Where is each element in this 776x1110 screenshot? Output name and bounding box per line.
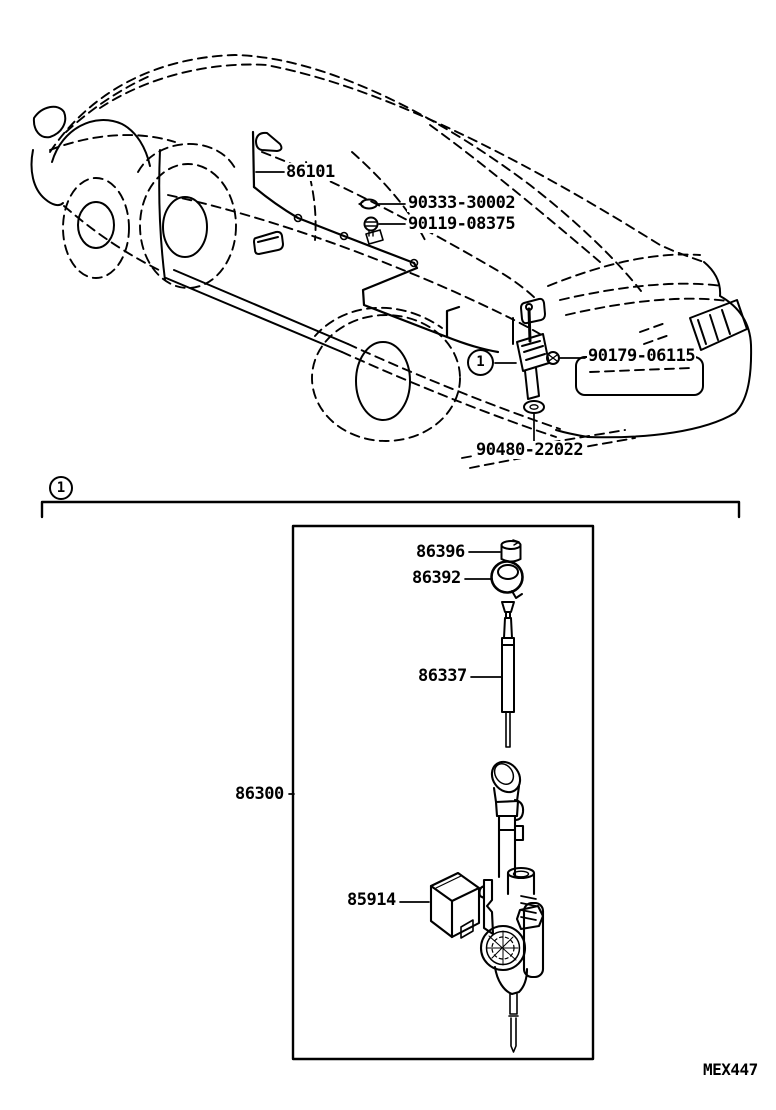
drain-grommet (524, 401, 544, 413)
car-solid-details (32, 107, 752, 438)
rocker-solid-2 (174, 270, 348, 344)
bolt-90179-cross (549, 355, 557, 361)
car-body-outline (50, 55, 727, 468)
bolt-90119-glyph (365, 218, 378, 231)
car-a-pillar (66, 75, 152, 132)
front-wheel-rim (78, 202, 114, 248)
side-mirror (256, 133, 281, 151)
tail-light (690, 300, 747, 350)
trunk-top-edge (548, 255, 700, 286)
car-cowl-line (50, 135, 175, 150)
assy-bottom-taper (495, 967, 527, 994)
drain-grommet-hole (530, 405, 538, 409)
unit-mast-rod (529, 309, 530, 341)
callout-marker-detail: 1 (49, 476, 73, 500)
rocker-dash-2 (348, 344, 560, 429)
part-label-clip: 90333-30002 (408, 193, 516, 213)
bezel-outer (492, 562, 523, 593)
motor-right-housing (524, 903, 543, 977)
rocker-dash-1 (342, 352, 556, 437)
car-roofline-near (50, 55, 641, 291)
part-label-bezel: 86392 (412, 568, 461, 588)
bezel-tab (512, 591, 522, 598)
nose-lower (32, 150, 64, 205)
fuel-door (521, 299, 545, 323)
unit-mast-tip (526, 304, 532, 310)
assy-top-cylinder (486, 756, 526, 797)
mast-lower-rod (506, 712, 510, 747)
mast-86337-drawing (502, 602, 514, 747)
bezel-inner (498, 565, 518, 579)
part-label-antenna-cord: 86101 (286, 162, 335, 182)
rocker-solid-1 (166, 278, 342, 352)
diagram-code: MEX447 (703, 1060, 758, 1079)
part-label-nut: 90179-06115 (588, 346, 696, 366)
cord-pillar-run (253, 132, 254, 187)
leader-lines-detail (289, 552, 501, 902)
rear-fender-arch (315, 308, 442, 336)
assy-tube (499, 816, 515, 877)
callout-bracket (42, 502, 739, 517)
assy-collar (496, 801, 518, 816)
assy-bottom-rod (509, 994, 518, 1052)
trunk-dash-left-2 (644, 334, 672, 344)
tuner-85914-drawing (431, 873, 479, 938)
license-inner-line (590, 368, 690, 372)
part-label-bolt: 90119-08375 (408, 214, 516, 234)
bezel-86392-drawing (492, 562, 523, 599)
headlight (34, 107, 65, 138)
part-label-cap: 86396 (416, 542, 465, 562)
part-label-mast: 86337 (418, 666, 467, 686)
mast-neck (504, 618, 512, 638)
unit-bracket-plate (517, 334, 549, 371)
mid-wheel-tire (140, 164, 236, 288)
mast-top-cap (502, 602, 514, 618)
part-label-assembly: 86300 (235, 784, 284, 804)
mid-fender-arch (138, 144, 236, 172)
callout-marker-main: 1 (467, 349, 494, 376)
front-wheel-tire (63, 178, 129, 278)
detail-box (293, 526, 593, 1059)
cap-86396-drawing (502, 540, 521, 562)
unit-body-tube (525, 368, 539, 399)
trunk-dash-left-1 (640, 322, 668, 332)
bumper-left (556, 430, 588, 437)
part-label-grommet: 90480-22022 (476, 440, 584, 460)
assy-side-bracket (515, 800, 523, 840)
cord-to-antenna (447, 337, 498, 352)
motor-left-bracket (480, 880, 494, 934)
mid-wheel-rim (163, 197, 207, 257)
rear-wheel-rim (356, 342, 410, 420)
part-label-tuner: 85914 (347, 890, 396, 910)
front-fender-arch (52, 120, 150, 166)
door-handle (254, 232, 283, 254)
assembly-86300-drawing (480, 756, 544, 1052)
mast-tube (502, 638, 514, 712)
antenna-unit-in-car (513, 304, 549, 413)
